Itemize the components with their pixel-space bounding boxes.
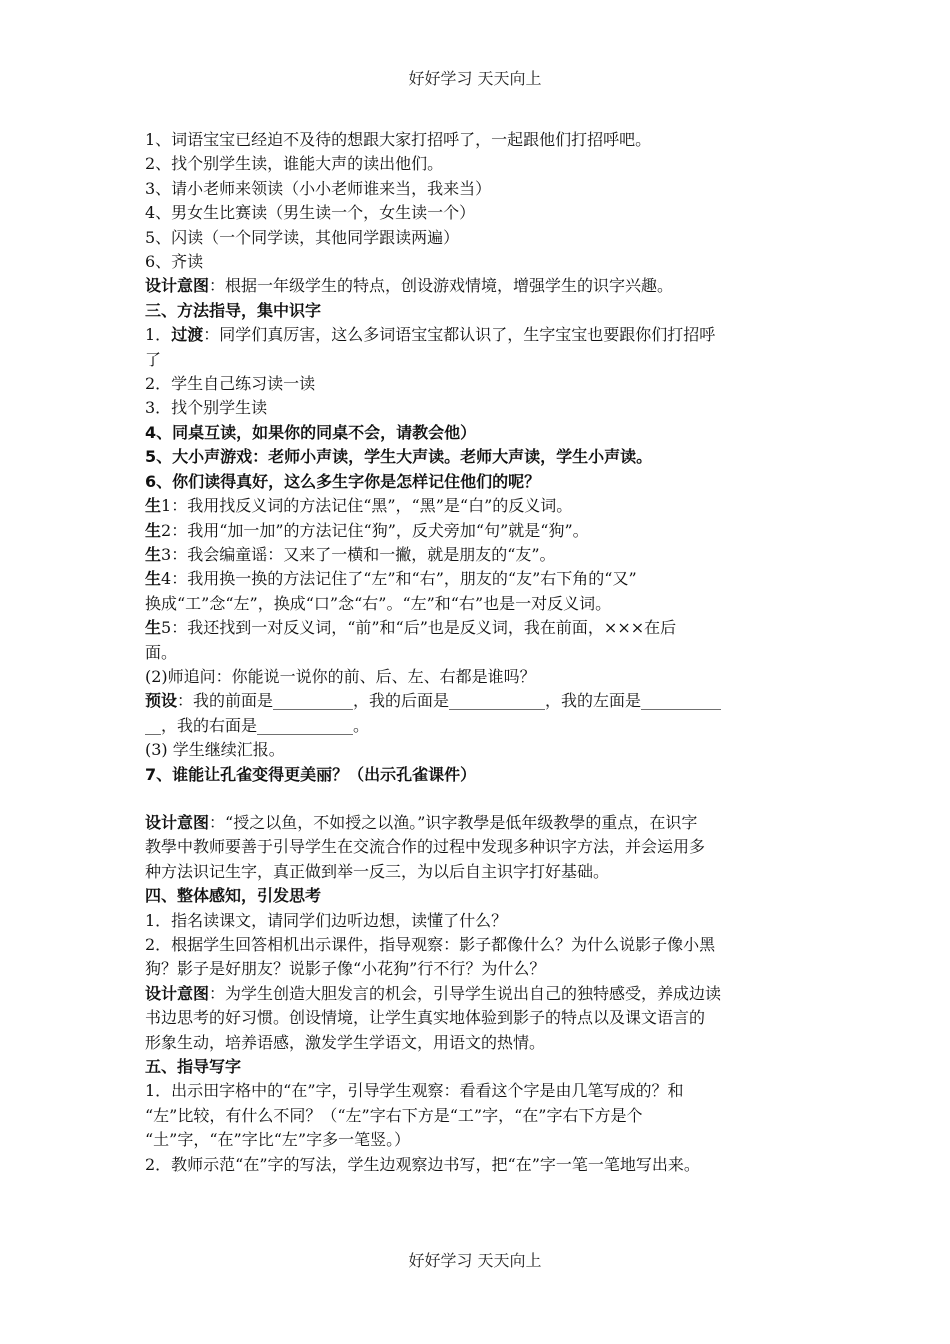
text-line [145, 421, 817, 445]
line-text: 6、齐读 [145, 252, 204, 272]
text-line [145, 933, 817, 957]
text-line [145, 445, 817, 469]
line-text: 书边思考的好习惯。创设情境，让学生真实地体验到影子的特点以及课文语言的 [145, 1008, 706, 1028]
bold-text: 生 [145, 520, 162, 540]
text-line [145, 1006, 817, 1030]
text-line [145, 470, 817, 494]
text-line [145, 592, 817, 616]
bold-text: 设计意图 [145, 276, 210, 296]
text-line [145, 1104, 817, 1128]
page-header: 好好学习 天天向上 [408, 69, 542, 88]
line-text: 3、请小老师来领读（小小老师谁来当，我来当） [145, 178, 492, 198]
line-text: 2、找个别学生读，谁能大声的读出他们。 [145, 154, 444, 174]
text-line [145, 641, 817, 665]
line-text: 3：我会编童谣：又来了一横和一撇，就是朋友的“友”。 [161, 544, 556, 564]
text-line [145, 1055, 817, 1079]
text-line [145, 860, 817, 884]
text-line [145, 738, 817, 762]
bold-text: 三、方法指导，集中识字 [145, 300, 322, 320]
line-text: 了 [145, 349, 162, 369]
text-line [145, 714, 817, 738]
line-text: 2．教师示范“在”字的写法，学生边观察边书写，把“在”字一笔一笔地写出来。 [145, 1154, 700, 1174]
text-line [145, 835, 817, 859]
line-text: 1． [145, 325, 172, 345]
bold-text: 四、整体感知，引发思考 [145, 886, 322, 906]
text-line [145, 689, 817, 713]
line-text: 狗？影子是好朋友？说影子像“小花狗”行不行？为什么？ [145, 959, 546, 979]
line-text: (2)师追问：你能说一说你的前、后、左、右都是谁吗？ [145, 666, 536, 686]
line-text: 种方法识记生字，真正做到举一反三，为以后自主识字打好基础。 [145, 861, 610, 881]
text-line [145, 250, 817, 274]
line-text: 换成“工”念“左”，换成“口”念“右”。“左”和“右”也是一对反义词。 [145, 593, 612, 613]
text-line [145, 616, 817, 640]
line-text: 2．根据学生回答相机出示课件，指导观察：影子都像什么？为什么说影子像小黑 [145, 935, 716, 954]
bold-text: 4、同桌互读，如果你的同桌不会，请教会他） [145, 422, 477, 442]
bold-text: 5、大小声游戏：老师小声读，学生大声读。老师大声读，学生小声读。 [145, 447, 653, 467]
bold-text: 设计意图 [145, 812, 210, 832]
page-footer: 好好学习 天天向上 [408, 1251, 542, 1270]
bold-text: 生 [145, 496, 162, 516]
text-line [145, 519, 817, 543]
line-text: 2：我用“加一加”的方法记住“狗”，反犬旁加“句”就是“狗”。 [161, 520, 589, 540]
line-text: 4：我用换一换的方法记住了“左”和“右”，朋友的“友”右下角的“又” [161, 569, 637, 589]
line-text: “左”比较，有什么不同？（“左”字右下方是“工”字，“在”字右下方是个 [145, 1105, 643, 1125]
line-text: ：为学生创造大胆发言的机会，引导学生说出自己的独特感受，养成边读 [209, 983, 722, 1003]
text-line [145, 763, 817, 787]
line-text: ：根据一年级学生的特点，创设游戏情境，增强学生的识字兴趣。 [209, 276, 674, 296]
text-line [145, 1031, 817, 1055]
text-line [145, 128, 817, 152]
bold-text: 7、谁能让孔雀变得更美丽？（出示孔雀课件） [145, 764, 477, 784]
line-text: “土”字，“在”字比“左”字多一笔竖。） [145, 1130, 411, 1150]
line-text: 形象生动，培养语感，激发学生学语文，用语文的热情。 [145, 1032, 546, 1052]
text-line [145, 957, 817, 981]
text-line [145, 884, 817, 908]
bold-text: 生 [145, 618, 162, 638]
line-text: 1．出示田字格中的“在”字，引导学生观察：看看这个字是由几笔写成的？和 [145, 1081, 684, 1101]
text-line [145, 348, 817, 372]
text-line [145, 1153, 817, 1177]
text-line [145, 372, 817, 396]
line-text: 5、闪读（一个同学读，其他同学跟读两遍） [145, 227, 460, 247]
line-text: (3) 学生继续汇报。 [145, 740, 285, 760]
bold-text: 预设 [145, 691, 178, 711]
bold-text: 过渡 [171, 325, 204, 345]
text-line [145, 323, 817, 347]
text-line [145, 811, 817, 835]
blank-line [145, 787, 817, 811]
text-line [145, 226, 817, 250]
bold-text: 6、你们读得真好，这么多生字你是怎样记住他们的呢？ [145, 471, 541, 491]
line-text: 面。 [145, 642, 178, 662]
bold-text: 五、指导写字 [145, 1057, 242, 1077]
text-line [145, 177, 817, 201]
line-text: 2．学生自己练习读一读 [145, 374, 316, 394]
text-line [145, 396, 817, 420]
text-line [145, 665, 817, 689]
line-text: 3．找个别学生读 [145, 398, 268, 418]
line-text: 教學中教师要善于引导学生在交流合作的过程中发现多种识字方法，并会运用多 [145, 837, 706, 857]
line-text: ：“授之以鱼，不如授之以渔。”识字教學是低年级教學的重点，在识字 [209, 812, 698, 832]
text-line [145, 1079, 817, 1103]
text-line [145, 201, 817, 225]
line-text: 1：我用找反义词的方法记住“黑”，“黑”是“白”的反义词。 [161, 496, 573, 516]
text-line [145, 1128, 817, 1152]
text-line [145, 543, 817, 567]
document-body [145, 128, 817, 1177]
text-line [145, 152, 817, 176]
text-line [145, 909, 817, 933]
bold-text: 设计意图 [145, 983, 210, 1003]
bold-text: 生 [145, 544, 162, 564]
line-text: 1．指名读课文，请同学们边听边想，读懂了什么？ [145, 910, 508, 930]
line-text: 4、男女生比赛读（男生读一个，女生读一个） [145, 203, 476, 223]
bold-text: 生 [145, 569, 162, 589]
text-line [145, 982, 817, 1006]
text-line [145, 299, 817, 323]
line-text: ：我的前面是__________，我的后面是____________，我的左面是__________ [177, 691, 722, 711]
text-line [145, 567, 817, 591]
text-line [145, 274, 817, 298]
line-text: 1、词语宝宝已经迫不及待的想跟大家打招呼了，一起跟他们打招呼吧。 [145, 130, 652, 149]
line-text: ：同学们真厉害，这么多词语宝宝都认识了，生字宝宝也要跟你们打招呼 [203, 325, 716, 345]
line-text: __，我的右面是____________。 [145, 715, 370, 735]
text-line [145, 494, 817, 518]
line-text: 5：我还找到一对反义词，“前”和“后”也是反义词，我在前面，×××在后 [161, 618, 677, 638]
